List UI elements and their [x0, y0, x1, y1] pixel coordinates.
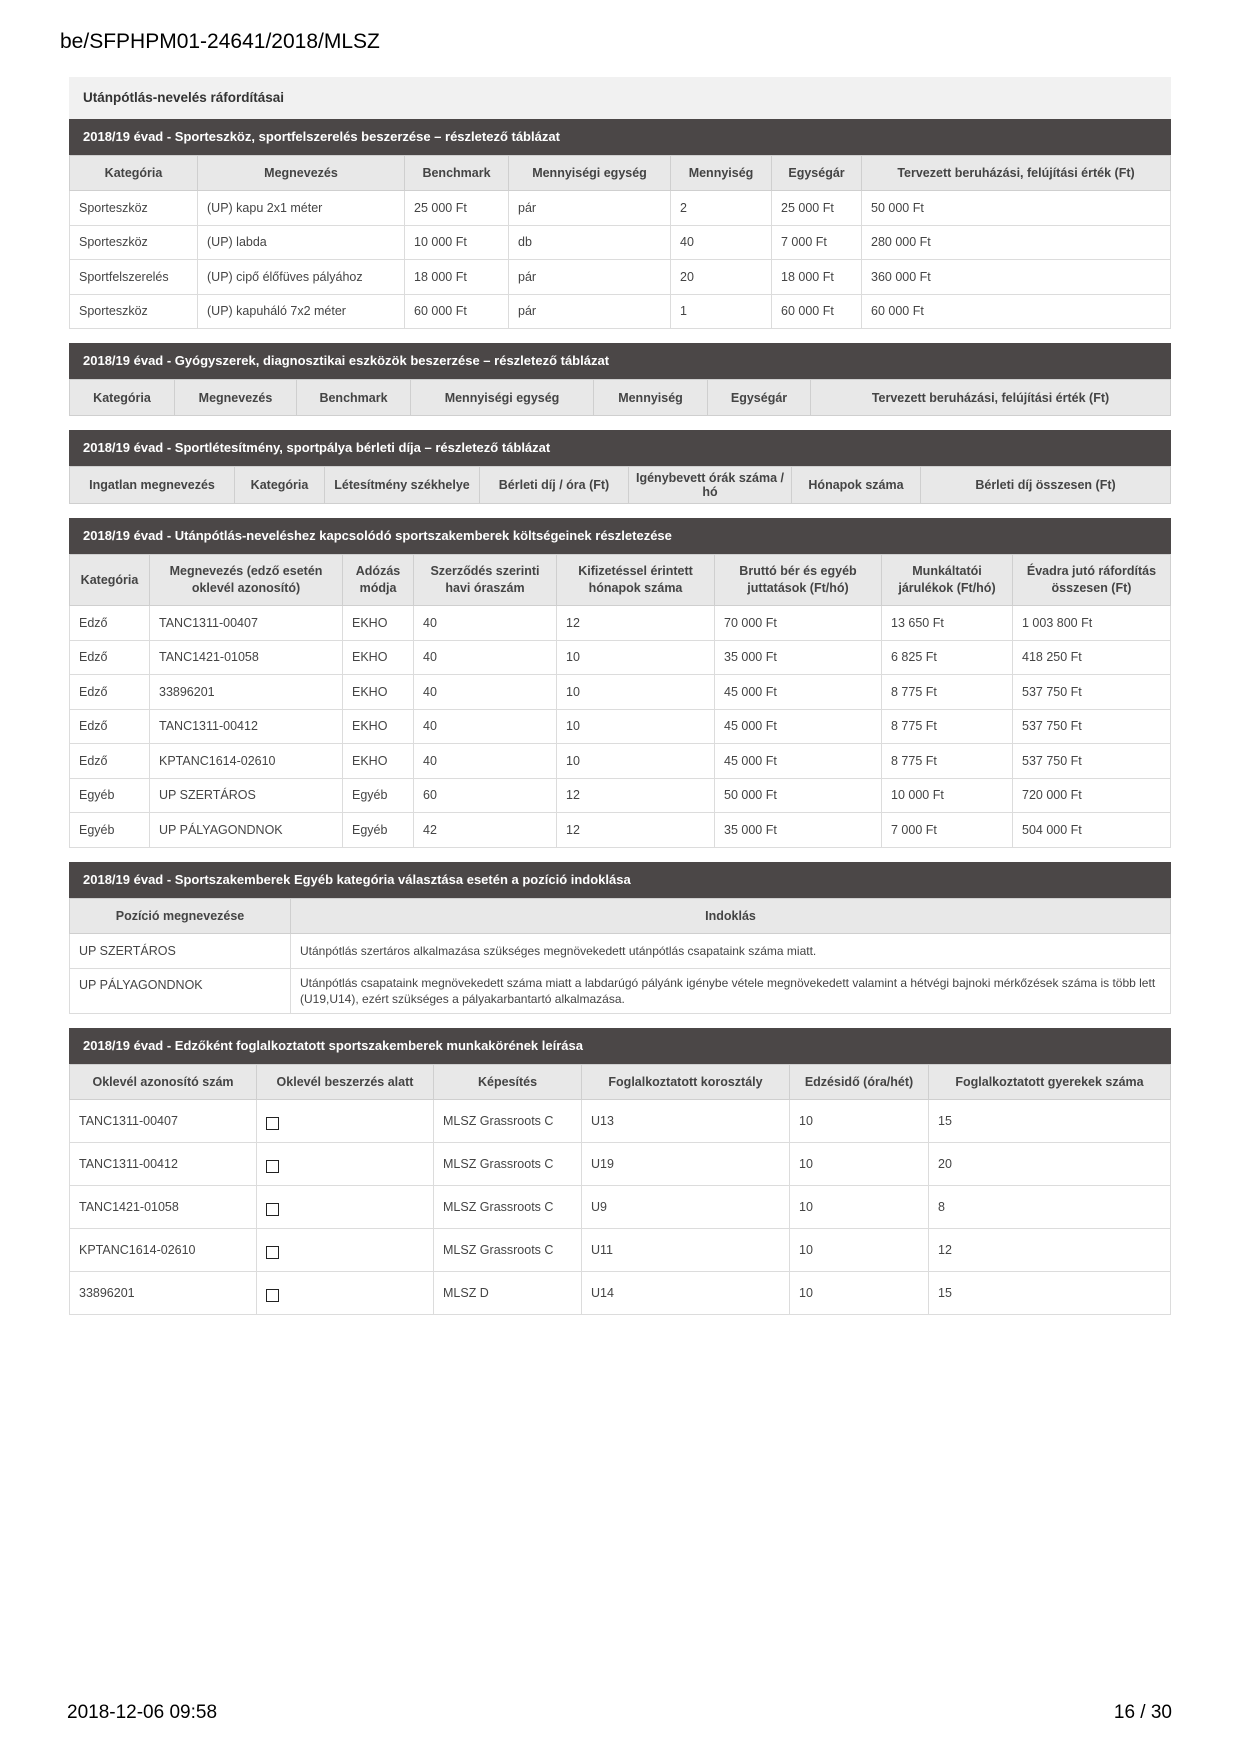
column-header: Kategória: [70, 380, 175, 416]
table-cell: (UP) kapu 2x1 méter: [198, 191, 405, 226]
table-cell: U14: [582, 1271, 790, 1314]
table-cell: TANC1421-01058: [70, 1185, 257, 1228]
column-header: Tervezett beruházási, felújítási érték (Ft): [811, 380, 1171, 416]
table-cell: Egyéb: [70, 813, 150, 848]
column-header: Évadra jutó ráfordítás összesen (Ft): [1013, 555, 1171, 606]
table-cell: 33896201: [150, 675, 343, 710]
table-row: [70, 225, 1171, 260]
table-row: [70, 1271, 1171, 1314]
column-header: Foglalkoztatott gyerekek száma: [929, 1064, 1171, 1099]
table-cell: pár: [509, 191, 671, 226]
table-cell: 40: [414, 640, 557, 675]
table-cell: UP SZERTÁROS: [70, 933, 291, 968]
table-cell: 25 000 Ft: [405, 191, 509, 226]
table-cell: 12: [557, 778, 715, 813]
table-cell: 12: [929, 1228, 1171, 1271]
table-cell: 1 003 800 Ft: [1013, 606, 1171, 641]
table-cell: TANC1311-00412: [70, 1142, 257, 1185]
table-cell: 12: [557, 813, 715, 848]
section-title: 2018/19 évad - Gyógyszerek, diagnosztikai eszközök beszerzése – részletező táblázat: [69, 343, 1171, 379]
column-header: Oklevél beszerzés alatt: [257, 1064, 434, 1099]
table-cell: 40: [414, 675, 557, 710]
coach-role-table: [69, 1064, 1171, 1315]
document-id: be/SFPHPM01-24641/2018/MLSZ: [60, 30, 380, 53]
table-cell: MLSZ Grassroots C: [434, 1099, 582, 1142]
table-cell: 1: [671, 294, 772, 329]
table-row: [70, 933, 1171, 968]
table-row: [70, 260, 1171, 295]
other-position-table: [69, 898, 1171, 1014]
column-header: Igénybevett órák száma / hó: [629, 467, 792, 504]
checkbox-cell: [257, 1271, 434, 1314]
column-header: Munkáltatói járulékok (Ft/hó): [882, 555, 1013, 606]
table-cell: Edző: [70, 675, 150, 710]
checkbox-cell: [257, 1228, 434, 1271]
column-header: Tervezett beruházási, felújítási érték (Ft): [862, 156, 1171, 191]
column-header: Mennyiség: [594, 380, 708, 416]
checkbox[interactable]: [266, 1289, 279, 1302]
table-row: [70, 1099, 1171, 1142]
table-cell: Edző: [70, 744, 150, 779]
table-row: [70, 675, 1171, 710]
footer-page-number: 16 / 30: [1113, 1702, 1172, 1723]
column-header: Kifizetéssel érintett hónapok száma: [557, 555, 715, 606]
table-cell: TANC1421-01058: [150, 640, 343, 675]
table-cell: 8: [929, 1185, 1171, 1228]
checkbox[interactable]: [266, 1160, 279, 1173]
table-cell: 537 750 Ft: [1013, 744, 1171, 779]
table-cell: EKHO: [343, 606, 414, 641]
table-cell: 537 750 Ft: [1013, 709, 1171, 744]
table-cell: 504 000 Ft: [1013, 813, 1171, 848]
column-header: Pozíció megnevezése: [70, 898, 291, 933]
table-row: [70, 1228, 1171, 1271]
table-cell: UP SZERTÁROS: [150, 778, 343, 813]
section-title: 2018/19 évad - Sportlétesítmény, sportpálya bérleti díja – részletező táblázat: [69, 430, 1171, 466]
table-cell: KPTANC1614-02610: [150, 744, 343, 779]
table-cell: Sporteszköz: [70, 294, 198, 329]
main-section-header: Utánpótlás-nevelés ráfordításai: [69, 77, 1171, 119]
column-header: Bérleti díj / óra (Ft): [480, 467, 629, 504]
content: [69, 77, 1171, 1329]
section-title: 2018/19 évad - Sporteszköz, sportfelszerelés beszerzése – részletező táblázat: [69, 119, 1171, 155]
table-cell: 35 000 Ft: [715, 813, 882, 848]
checkbox-cell: [257, 1185, 434, 1228]
table-cell: 537 750 Ft: [1013, 675, 1171, 710]
column-header: Ingatlan megnevezés: [70, 467, 235, 504]
table-cell: Utánpótlás szertáros alkalmazása szükséges megnövekedett utánpótlás csapataink száma miatt.: [291, 933, 1171, 968]
equipment-section: [69, 119, 1171, 329]
facility-rental-section: [69, 430, 1171, 504]
table-cell: UP PÁLYAGONDNOK: [150, 813, 343, 848]
column-header: Mennyiségi egység: [411, 380, 594, 416]
table-row: [70, 191, 1171, 226]
table-cell: 10: [790, 1142, 929, 1185]
checkbox[interactable]: [266, 1117, 279, 1130]
table-cell: 280 000 Ft: [862, 225, 1171, 260]
table-row: [70, 968, 1171, 1013]
column-header: Mennyiségi egység: [509, 156, 671, 191]
table-cell: 6 825 Ft: [882, 640, 1013, 675]
table-cell: 15: [929, 1271, 1171, 1314]
table-cell: pár: [509, 294, 671, 329]
table-cell: db: [509, 225, 671, 260]
table-cell: 35 000 Ft: [715, 640, 882, 675]
column-header: Foglalkoztatott korosztály: [582, 1064, 790, 1099]
table-cell: 10: [557, 675, 715, 710]
table-cell: Egyéb: [343, 813, 414, 848]
other-position-section: [69, 862, 1171, 1014]
column-header: Kategória: [235, 467, 325, 504]
table-cell: 45 000 Ft: [715, 675, 882, 710]
table-cell: 418 250 Ft: [1013, 640, 1171, 675]
table-cell: Utánpótlás csapataink megnövekedett száma miatt a labdarúgó pályánk igénybe vétele megnövekedett valamint a hétvégi bajnoki mérkőzések száma is több lett (U19,U14), ezért szükséges a pályakarbantartó alkalmazása.: [291, 968, 1171, 1013]
table-cell: 7 000 Ft: [882, 813, 1013, 848]
staff-cost-table: [69, 554, 1171, 848]
table-cell: pár: [509, 260, 671, 295]
table-cell: 60 000 Ft: [405, 294, 509, 329]
table-row: [70, 778, 1171, 813]
table-cell: TANC1311-00407: [70, 1099, 257, 1142]
table-cell: 10: [790, 1099, 929, 1142]
table-cell: 720 000 Ft: [1013, 778, 1171, 813]
table-cell: 33896201: [70, 1271, 257, 1314]
column-header: Oklevél azonosító szám: [70, 1064, 257, 1099]
column-header: Bérleti díj összesen (Ft): [921, 467, 1171, 504]
coach-role-section: [69, 1028, 1171, 1315]
column-header: Mennyiség: [671, 156, 772, 191]
table-cell: UP PÁLYAGONDNOK: [70, 968, 291, 1013]
column-header: Edzésidő (óra/hét): [790, 1064, 929, 1099]
staff-cost-section: [69, 518, 1171, 848]
table-row: [70, 1185, 1171, 1228]
table-cell: 10: [557, 640, 715, 675]
table-cell: Egyéb: [343, 778, 414, 813]
table-cell: 7 000 Ft: [772, 225, 862, 260]
table-cell: TANC1311-00407: [150, 606, 343, 641]
table-cell: (UP) cipő élőfüves pályához: [198, 260, 405, 295]
column-header: Szerződés szerinti havi óraszám: [414, 555, 557, 606]
table-cell: 20: [929, 1142, 1171, 1185]
table-cell: Sporteszköz: [70, 191, 198, 226]
table-cell: EKHO: [343, 709, 414, 744]
table-cell: EKHO: [343, 675, 414, 710]
table-row: [70, 1142, 1171, 1185]
column-header: Benchmark: [405, 156, 509, 191]
column-header: Megnevezés: [175, 380, 297, 416]
column-header: Hónapok száma: [792, 467, 921, 504]
table-cell: 10: [790, 1228, 929, 1271]
table-cell: 60 000 Ft: [862, 294, 1171, 329]
column-header: Képesítés: [434, 1064, 582, 1099]
table-cell: 50 000 Ft: [862, 191, 1171, 226]
table-cell: Egyéb: [70, 778, 150, 813]
column-header: Adózás módja: [343, 555, 414, 606]
table-cell: 60: [414, 778, 557, 813]
table-cell: (UP) labda: [198, 225, 405, 260]
section-title: 2018/19 évad - Sportszakemberek Egyéb kategória választása esetén a pozíció indoklása: [69, 862, 1171, 898]
facility-rental-table: [69, 466, 1171, 504]
table-cell: U9: [582, 1185, 790, 1228]
table-cell: MLSZ Grassroots C: [434, 1228, 582, 1271]
table-cell: 42: [414, 813, 557, 848]
table-cell: 45 000 Ft: [715, 744, 882, 779]
table-cell: 10 000 Ft: [882, 778, 1013, 813]
table-cell: U11: [582, 1228, 790, 1271]
column-header: Egységár: [708, 380, 811, 416]
table-row: [70, 813, 1171, 848]
column-header: Létesítmény székhelye: [325, 467, 480, 504]
table-cell: 8 775 Ft: [882, 709, 1013, 744]
table-cell: U13: [582, 1099, 790, 1142]
table-cell: Edző: [70, 709, 150, 744]
table-cell: 8 775 Ft: [882, 744, 1013, 779]
table-cell: Sporteszköz: [70, 225, 198, 260]
table-cell: 60 000 Ft: [772, 294, 862, 329]
table-cell: 20: [671, 260, 772, 295]
medicine-section: [69, 343, 1171, 416]
table-row: [70, 709, 1171, 744]
checkbox[interactable]: [266, 1203, 279, 1216]
checkbox-cell: [257, 1142, 434, 1185]
table-cell: KPTANC1614-02610: [70, 1228, 257, 1271]
table-cell: 10: [557, 709, 715, 744]
table-cell: U19: [582, 1142, 790, 1185]
checkbox-cell: [257, 1099, 434, 1142]
table-cell: 50 000 Ft: [715, 778, 882, 813]
table-cell: 40: [414, 744, 557, 779]
table-cell: 45 000 Ft: [715, 709, 882, 744]
footer-timestamp: 2018-12-06 09:58: [67, 1702, 218, 1723]
table-row: [70, 294, 1171, 329]
table-cell: 10: [790, 1185, 929, 1228]
checkbox[interactable]: [266, 1246, 279, 1259]
table-cell: Sportfelszerelés: [70, 260, 198, 295]
column-header: Megnevezés (edző esetén oklevél azonosító): [150, 555, 343, 606]
table-row: [70, 606, 1171, 641]
column-header: Indoklás: [291, 898, 1171, 933]
column-header: Bruttó bér és egyéb juttatások (Ft/hó): [715, 555, 882, 606]
table-cell: 8 775 Ft: [882, 675, 1013, 710]
column-header: Megnevezés: [198, 156, 405, 191]
table-cell: MLSZ D: [434, 1271, 582, 1314]
table-cell: 10: [557, 744, 715, 779]
column-header: Egységár: [772, 156, 862, 191]
table-cell: 2: [671, 191, 772, 226]
table-cell: Edző: [70, 640, 150, 675]
table-row: [70, 744, 1171, 779]
medicine-table: [69, 379, 1171, 416]
table-cell: 40: [414, 606, 557, 641]
table-cell: 40: [671, 225, 772, 260]
table-cell: 10 000 Ft: [405, 225, 509, 260]
table-cell: 10: [790, 1271, 929, 1314]
table-cell: EKHO: [343, 744, 414, 779]
table-row: [70, 640, 1171, 675]
table-cell: 13 650 Ft: [882, 606, 1013, 641]
table-cell: 360 000 Ft: [862, 260, 1171, 295]
section-title: 2018/19 évad - Utánpótlás-neveléshez kapcsolódó sportszakemberek költségeinek részletezése: [69, 518, 1171, 554]
table-cell: TANC1311-00412: [150, 709, 343, 744]
table-cell: 15: [929, 1099, 1171, 1142]
equipment-table: [69, 155, 1171, 329]
table-cell: 25 000 Ft: [772, 191, 862, 226]
table-cell: 18 000 Ft: [772, 260, 862, 295]
table-cell: (UP) kapuháló 7x2 méter: [198, 294, 405, 329]
column-header: Kategória: [70, 156, 198, 191]
table-cell: 18 000 Ft: [405, 260, 509, 295]
section-title: 2018/19 évad - Edzőként foglalkoztatott sportszakemberek munkakörének leírása: [69, 1028, 1171, 1064]
table-cell: MLSZ Grassroots C: [434, 1185, 582, 1228]
table-cell: 40: [414, 709, 557, 744]
table-cell: EKHO: [343, 640, 414, 675]
column-header: Kategória: [70, 555, 150, 606]
table-cell: 12: [557, 606, 715, 641]
table-cell: MLSZ Grassroots C: [434, 1142, 582, 1185]
column-header: Benchmark: [297, 380, 411, 416]
table-cell: 70 000 Ft: [715, 606, 882, 641]
table-cell: Edző: [70, 606, 150, 641]
